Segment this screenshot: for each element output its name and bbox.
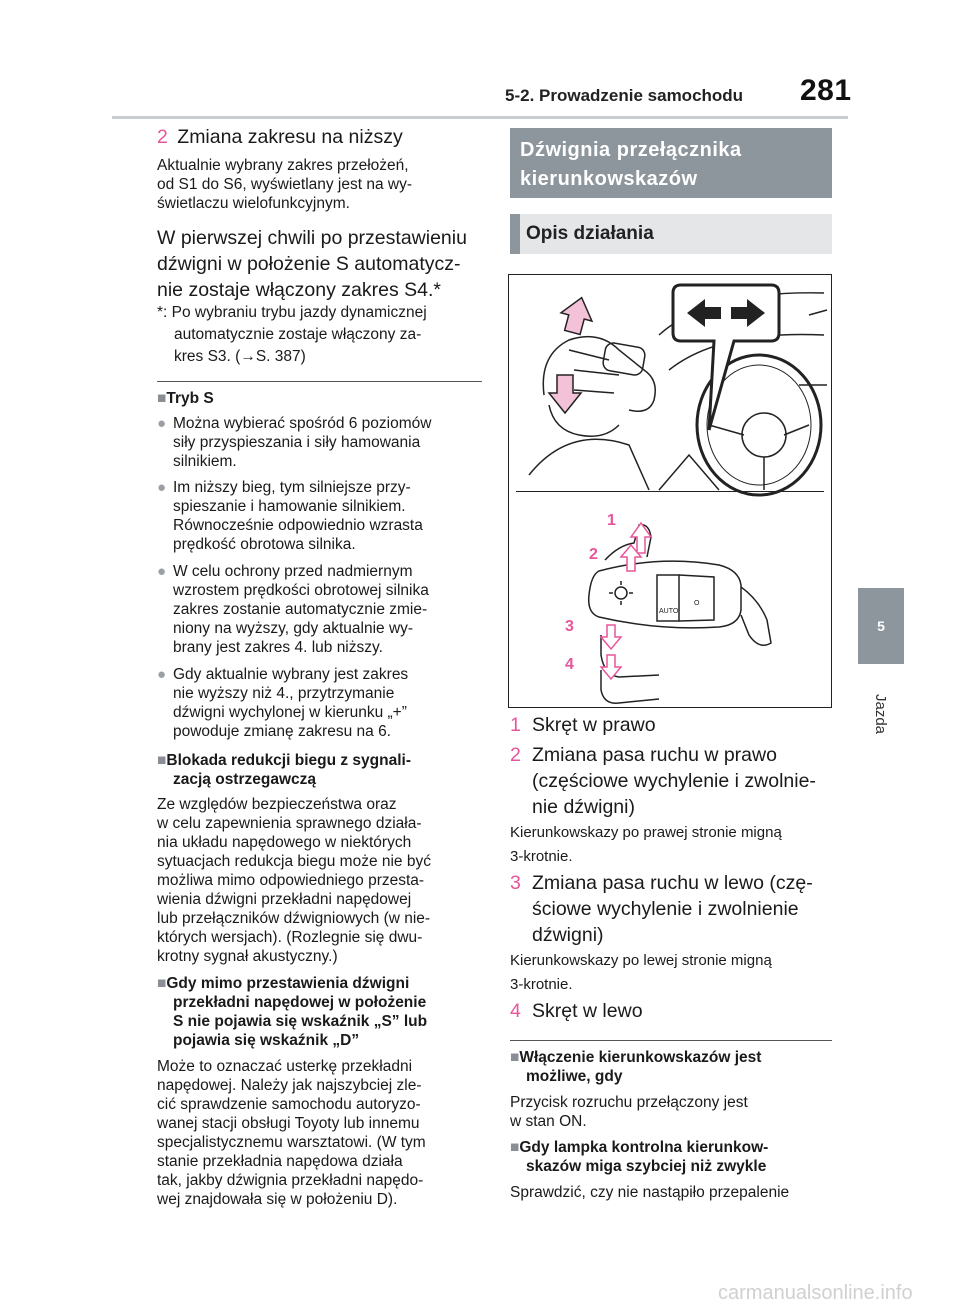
text-line: dźwigni wychylonej w kierunku „+” [173, 704, 407, 721]
step-3 [510, 870, 832, 950]
down-arrow-icon [549, 375, 581, 413]
step-text: Zmiana pasa ruchu w prawo [532, 744, 777, 766]
text-line: 3-krotnie. [510, 976, 573, 993]
text-line: kres S3. (→S. 387) [174, 348, 306, 365]
blokada-heading [157, 751, 482, 789]
list-item [157, 665, 482, 745]
step-text: nie dźwigni) [532, 796, 635, 818]
text-line: Sprawdzić, czy nie nastąpiło przepalenie [510, 1184, 790, 1201]
text-line: nia układu napędowego w niektórych [157, 834, 412, 851]
figure-label-4: 4 [565, 656, 574, 673]
text-line: krotny sygnał akustyczny.) [157, 948, 338, 965]
text-line: zakres zostanie automatycznie zmie- [173, 601, 428, 618]
step-text: Skręt w prawo [532, 714, 656, 736]
lever-down-arrow-icon [601, 625, 621, 679]
text-line: 3-krotnie. [510, 848, 573, 865]
text-line: lub przełączników dźwigniowych (w nie- [157, 910, 431, 927]
text-line: automatycznie zostaje włączony za- [174, 326, 422, 343]
text-line: napędowej. Należy jak najszybciej zle- [157, 1077, 422, 1094]
list-item [157, 478, 482, 558]
step-number: 1 [510, 714, 521, 736]
text-line: w stan ON. [510, 1113, 587, 1130]
figure-label-2: 2 [589, 546, 598, 563]
header-divider [112, 116, 848, 119]
text-line: w celu zapewnienia sprawnego działa- [157, 815, 422, 832]
text-line: Gdy aktualnie wybrany jest zakres [173, 666, 409, 683]
text-line: Kierunkowskazy po lewej stronie migną [510, 952, 772, 969]
text-line: wienia dźwigni przekładni napędowej [157, 891, 412, 908]
square-bullet-icon: ■ [157, 390, 167, 407]
text-line: W pierwszej chwili po przestawieniu [157, 227, 467, 249]
text-line: spieszanie i hamowanie silnikiem. [173, 498, 406, 515]
step-2-description [510, 823, 832, 867]
square-bullet-icon: ■ [510, 1139, 520, 1156]
title-line: kierunkowskazów [520, 168, 698, 190]
step-text: dźwigni) [532, 924, 604, 946]
chapter-tab[interactable]: 5 [858, 588, 904, 664]
section-divider [510, 1040, 832, 1041]
footnote [157, 302, 482, 368]
text-line: Ze względów bezpieczeństwa oraz [157, 796, 397, 813]
lampka-heading [510, 1138, 832, 1176]
list-item [157, 414, 482, 474]
step-number: 4 [510, 1000, 521, 1022]
subhead-text: zacją ostrzegawczą [173, 771, 317, 788]
text-line: stanie przekładnia napędowa działa [157, 1153, 403, 1170]
subhead-text: Blokada redukcji biegu z sygnali- [166, 752, 411, 769]
text-line: dźwigni w położenie S automatycz- [157, 253, 461, 275]
text-line: Przycisk rozruchu przełączony jest [510, 1094, 748, 1111]
circle-bullet-icon: ● [157, 415, 167, 432]
text-line: nie wyższy niż 4., przytrzymanie [173, 685, 395, 702]
step-text: ściowe wychylenie i zwolnienie [532, 898, 799, 920]
figure-label-3: 3 [565, 618, 574, 635]
text-line: tak, jakby dźwignia przekładni napędo- [157, 1172, 424, 1189]
text-line: możliwa mimo odpowiedniego przesta- [157, 872, 425, 889]
text-line: od S1 do S6, wyświetlany jest na wy- [157, 176, 413, 193]
step-text: (częściowe wychylenie i zwolnie- [532, 770, 816, 792]
step-1 [510, 712, 832, 738]
square-bullet-icon: ■ [157, 975, 167, 992]
text-line: siły przyspieszania i siły hamowania [173, 434, 421, 451]
text-line: specjalistycznemu warsztatowi. (W tym [157, 1134, 426, 1151]
text-line: Może to oznaczać usterkę przekładni [157, 1058, 413, 1075]
text-line: których wersjach). (Rozlegnie się dwu- [157, 929, 423, 946]
text-line: świetlaczu wielofunkcyjnym. [157, 195, 350, 212]
chapter-label: Jazda [872, 694, 889, 735]
text-line: *: Po wybraniu trybu jazdy dynamicznej [157, 304, 427, 321]
step-text: Skręt w lewo [532, 1000, 643, 1022]
text-line: wzrostem prędkości obrotowej silnika [173, 582, 429, 599]
text-line: Im niższy bieg, tym silniejsze przy- [173, 479, 411, 496]
section-divider [157, 381, 482, 382]
step-2 [510, 742, 832, 822]
text-line: powoduje zmianę zakresu na 6. [173, 723, 391, 740]
text-line: Kierunkowskazy po prawej stronie migną [510, 824, 782, 841]
subhead-text: możliwe, gdy [526, 1068, 623, 1085]
figure-label-1: 1 [607, 512, 616, 529]
subhead-text: Gdy lampka kontrolna kierunkow- [519, 1139, 769, 1156]
text-line: nie zostaje włączony zakres S4.* [157, 279, 441, 301]
gdy-heading [157, 974, 482, 1050]
step-2-description [157, 156, 482, 213]
circle-bullet-icon: ● [157, 479, 167, 496]
subhead-text: Włączenie kierunkowskazów jest [519, 1049, 762, 1066]
step-number: 3 [510, 872, 521, 894]
step-3-description [510, 951, 832, 995]
square-bullet-icon: ■ [157, 752, 167, 769]
page-number: 281 [800, 74, 852, 107]
section-title [510, 128, 832, 198]
step-text: Zmiana pasa ruchu w lewo (czę- [532, 872, 813, 894]
square-bullet-icon: ■ [510, 1049, 520, 1066]
text-line: Równocześnie odpowiednio wzrasta [173, 517, 423, 534]
text-line: wanej stacji obsługi Toyoty lub innemu [157, 1115, 420, 1132]
up-arrow-icon [557, 293, 597, 336]
section-subtitle: Opis działania [510, 214, 832, 254]
text-line: silnikiem. [173, 453, 237, 470]
text-line: wej znajdowała się w położeniu D). [157, 1191, 398, 1208]
blokada-body [157, 795, 482, 966]
step-number: 2 [510, 744, 521, 766]
wlaczenie-heading [510, 1048, 832, 1086]
gdy-body [157, 1057, 482, 1209]
step-title: Zmiana zakresu na niższy [177, 126, 403, 148]
subhead-text: pojawia się wskaźnik „D” [173, 1032, 360, 1049]
auto-label: AUTO [659, 608, 679, 615]
wlaczenie-body [510, 1093, 832, 1131]
title-line: Dźwignia przełącznika [520, 139, 742, 161]
text-line: niony na wyższy, gdy aktualnie wy- [173, 620, 414, 637]
circle-bullet-icon: ● [157, 563, 167, 580]
step-2-paragraph [157, 225, 482, 303]
subhead-text: skazów miga szybciej niż zwykle [526, 1158, 767, 1175]
lampka-body [510, 1183, 832, 1202]
step-number: 2 [157, 126, 168, 148]
text-line: sytuacjach redukcja biegu może nie być [157, 853, 431, 870]
watermark: carmanualsonline.info [718, 1282, 913, 1304]
subhead-text: przekładni napędowej w położenie [173, 994, 427, 1011]
subhead-text: S nie pojawia się wskaźnik „S” lub [173, 1013, 428, 1030]
list-item [157, 562, 482, 660]
step-2-heading [157, 124, 482, 150]
tryb-s-heading [157, 389, 482, 408]
text-line: Można wybierać spośród 6 poziomów [173, 415, 432, 432]
o-label: O [694, 600, 700, 607]
lever-illustration [589, 525, 771, 703]
text-line: cić sprawdzenie samochodu autoryzo- [157, 1096, 421, 1113]
figure-divider [516, 491, 824, 492]
text-line: brany jest zakres 4. lub niższy. [173, 639, 383, 656]
text-line: W celu ochrony przed nadmiernym [173, 563, 413, 580]
step-4 [510, 998, 832, 1024]
running-header-section: 5-2. Prowadzenie samochodu [505, 86, 744, 105]
circle-bullet-icon: ● [157, 666, 167, 683]
subhead-text: Gdy mimo przestawienia dźwigni [166, 975, 410, 992]
text-line: Aktualnie wybrany zakres przełożeń, [157, 157, 409, 174]
subhead-text: Tryb S [166, 390, 214, 407]
text-line: prędkość obrotowa silnika. [173, 536, 356, 553]
